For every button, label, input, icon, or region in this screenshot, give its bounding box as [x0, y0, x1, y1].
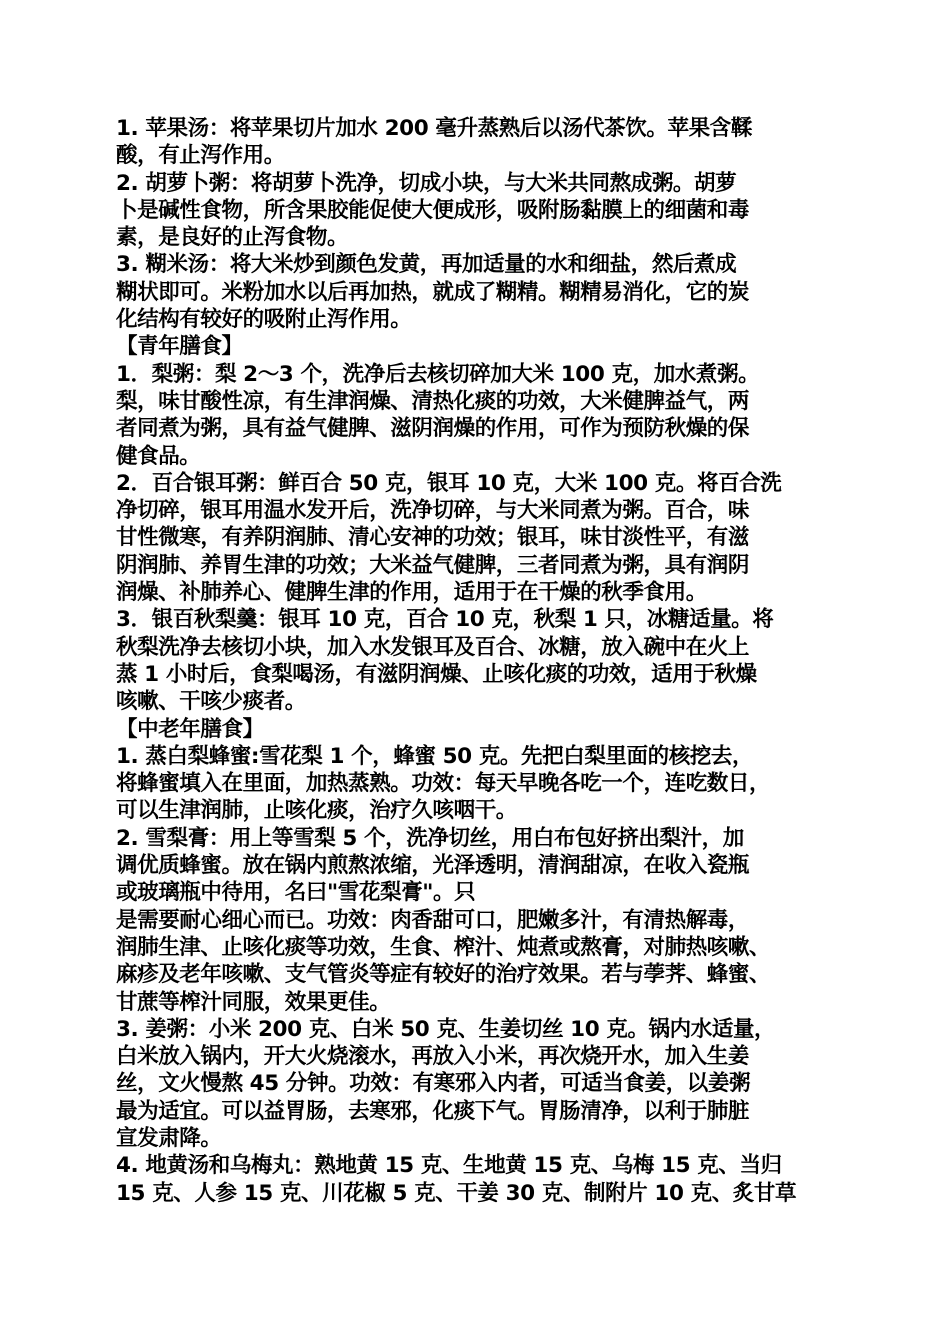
text-line: 麻疹及老年咳嗽、支气管炎等症有较好的治疗效果。若与荸荠、蜂蜜、	[116, 962, 771, 988]
text-line: 甘蔗等榨汁同服，效果更佳。	[116, 989, 391, 1015]
text-line: 秋梨洗净去核切小块，加入水发银耳及百合、冰糖，放入碗中在火上	[116, 634, 750, 660]
text-line: 健食品。	[116, 443, 201, 469]
text-line: 阴润肺、养胃生津的功效；大米益气健脾，三者同煮为粥，具有润阴	[116, 552, 750, 578]
text-line: 3. 糊米汤：将大米炒到颜色发黄，再加适量的水和细盐，然后煮成	[116, 252, 737, 278]
document-body	[116, 115, 846, 1207]
text-line: 将蜂蜜填入在里面，加热蒸熟。功效：每天早晚各吃一个，连吃数日，	[116, 771, 771, 797]
text-line: 宣发肃降。	[116, 1125, 222, 1151]
text-line: 最为适宜。可以益胃肠，去寒邪，化痰下气。胃肠清净，以利于肺脏	[116, 1098, 750, 1124]
text-line: 白米放入锅内，开大火烧滚水，再放入小米，再次烧开水，加入生姜	[116, 1044, 750, 1070]
text-line: 润肺生津、止咳化痰等功效，生食、榨汁、炖煮或熬膏，对肺热咳嗽、	[116, 934, 771, 960]
section-heading: 【青年膳食】	[116, 334, 243, 360]
text-line: 素，是良好的止泻食物。	[116, 225, 349, 251]
text-line: 调优质蜂蜜。放在锅内煎熬浓缩，光泽透明，清润甜凉，在收入瓷瓶	[116, 853, 750, 879]
text-line: 或玻璃瓶中待用，名曰"雪花梨膏"。只	[116, 880, 476, 906]
text-line: 酸，有止泻作用。	[116, 143, 285, 169]
text-line: 3．银百秋梨羹：银耳 10 克，百合 10 克，秋梨 1 只，冰糖适量。将	[116, 607, 774, 633]
text-line: 可以生津润肺，止咳化痰，治疗久咳咽干。	[116, 798, 517, 824]
text-line: 者同煮为粥，具有益气健脾、滋阴润燥的作用，可作为预防秋燥的保	[116, 416, 750, 442]
text-line: 糊状即可。米粉加水以后再加热，就成了糊精。糊精易消化，它的炭	[116, 279, 750, 305]
text-line: 咳嗽、干咳少痰者。	[116, 689, 306, 715]
text-line: 化结构有较好的吸附止泻作用。	[116, 307, 412, 333]
text-line: 润燥、补肺养心、健脾生津的作用，适用于在干燥的秋季食用。	[116, 580, 707, 606]
text-line: 甘性微寒，有养阴润肺、清心安神的功效；银耳，味甘淡性平，有滋	[116, 525, 750, 551]
text-line: 1．梨粥：梨 2～3 个，洗净后去核切碎加大米 100 克，加水煮粥。	[116, 361, 760, 387]
text-line: 丝，文火慢熬 45 分钟。功效：有寒邪入内者，可适当食姜，以姜粥	[116, 1071, 751, 1097]
text-line: 2. 胡萝卜粥：将胡萝卜洗净，切成小块，与大米共同熬成粥。胡萝	[116, 170, 737, 196]
text-line: 2. 雪梨膏：用上等雪梨 5 个，洗净切丝，用白布包好挤出梨汁，加	[116, 825, 744, 851]
text-line: 是需要耐心细心而已。功效：肉香甜可口，肥嫩多汁，有清热解毒，	[116, 907, 750, 933]
text-line: 梨，味甘酸性凉，有生津润燥、清热化痰的功效，大米健脾益气，两	[116, 388, 750, 414]
text-line: 3. 姜粥：小米 200 克、白米 50 克、生姜切丝 10 克。锅内水适量，	[116, 1016, 776, 1042]
section-heading: 【中老年膳食】	[116, 716, 264, 742]
text-line: 1. 蒸白梨蜂蜜:雪花梨 1 个，蜂蜜 50 克。先把白梨里面的核挖去，	[116, 743, 754, 769]
text-line: 卜是碱性食物，所含果胶能促使大便成形，吸附肠黏膜上的细菌和毒	[116, 197, 750, 223]
text-line: 蒸 1 小时后，食梨喝汤，有滋阴润燥、止咳化痰的功效，适用于秋燥	[116, 661, 757, 687]
text-line: 4. 地黄汤和乌梅丸：熟地黄 15 克、生地黄 15 克、乌梅 15 克、当归	[116, 1153, 782, 1179]
text-line: 15 克、人参 15 克、川花椒 5 克、干姜 30 克、制附片 10 克、炙甘草	[116, 1180, 797, 1206]
text-line: 2．百合银耳粥：鲜百合 50 克，银耳 10 克，大米 100 克。将百合洗	[116, 470, 782, 496]
text-line: 净切碎，银耳用温水发开后，洗净切碎，与大米同煮为粥。百合，味	[116, 498, 750, 524]
text-line: 1. 苹果汤：将苹果切片加水 200 毫升蒸熟后以汤代茶饮。苹果含鞣	[116, 116, 752, 141]
